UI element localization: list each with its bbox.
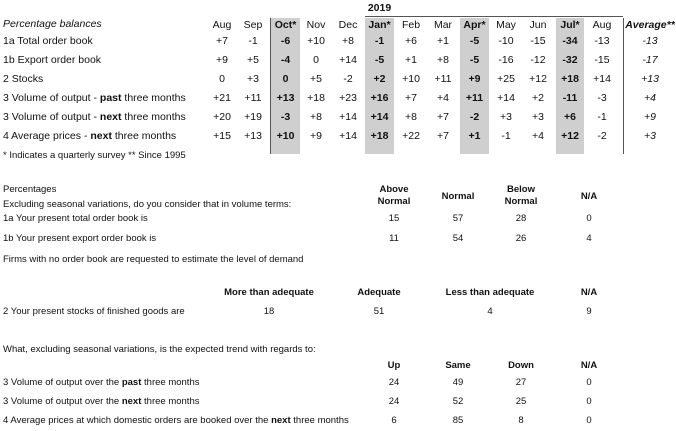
balance-value: +4 xyxy=(532,130,544,142)
balance-average-value: -17 xyxy=(642,54,658,66)
trend-value: 6 xyxy=(391,415,397,426)
balance-value: +10 xyxy=(402,73,420,85)
balance-value: +7 xyxy=(405,92,417,104)
balance-value: -1 xyxy=(374,35,385,47)
month-header: Dec xyxy=(338,19,358,31)
balance-value: +4 xyxy=(437,92,449,104)
balance-value: +14 xyxy=(497,92,515,104)
balance-average-value: +9 xyxy=(644,111,656,123)
balance-value: +11 xyxy=(434,73,452,85)
trend-value: 25 xyxy=(515,396,527,407)
balance-average-value: +4 xyxy=(644,92,656,104)
balance-value: +18 xyxy=(307,92,325,104)
percentages-title: Percentages xyxy=(3,184,57,195)
balance-value: -3 xyxy=(597,92,607,104)
stocks-row-label: 2 Your present stocks of finished goods are xyxy=(3,306,185,317)
balance-row-label: 3 Volume of output - past three months xyxy=(3,92,186,104)
balance-value: -5 xyxy=(469,35,480,47)
balance-value: +18 xyxy=(370,130,389,142)
header-up: Up xyxy=(387,360,401,371)
trend-value: 0 xyxy=(586,396,592,407)
balance-value: +7 xyxy=(437,111,449,123)
order-book-note: Firms with no order book are requested to estimate the level of demand xyxy=(3,254,304,265)
balance-value: -1 xyxy=(597,111,607,123)
balance-value: +2 xyxy=(373,73,386,85)
balance-value: +13 xyxy=(244,130,262,142)
label-emphasis: next xyxy=(121,396,142,407)
balance-value: +5 xyxy=(310,73,322,85)
balance-value: +13 xyxy=(276,92,295,104)
balance-value: +25 xyxy=(497,73,515,85)
balance-value: +20 xyxy=(213,111,231,123)
header-above-normal: Above Normal xyxy=(377,184,411,207)
balance-value: +14 xyxy=(593,73,611,85)
year-underline xyxy=(365,16,623,17)
order-book-value: 11 xyxy=(389,233,399,244)
balance-value: +14 xyxy=(339,54,357,66)
month-header: Aug xyxy=(212,19,232,31)
month-header: Apr* xyxy=(463,19,486,31)
balance-value: +8 xyxy=(342,35,354,47)
balance-value: +1 xyxy=(468,130,481,142)
balance-value: +16 xyxy=(370,92,389,104)
balance-value: -5 xyxy=(469,54,480,66)
trend-value: 52 xyxy=(452,396,464,407)
trend-value: 8 xyxy=(518,415,524,426)
balance-value: +14 xyxy=(370,111,389,123)
balance-value: +19 xyxy=(244,111,262,123)
balance-value: +3 xyxy=(500,111,512,123)
balance-value: +7 xyxy=(437,130,449,142)
order-book-value: 54 xyxy=(452,233,464,244)
month-header: Jan* xyxy=(368,19,391,31)
trend-value: 0 xyxy=(586,377,592,388)
label-emphasis: next xyxy=(90,130,112,142)
balance-value: +10 xyxy=(276,130,295,142)
balance-value: -2 xyxy=(469,111,480,123)
stocks-value: 18 xyxy=(263,306,275,317)
balance-value: +10 xyxy=(307,35,325,47)
balance-row-label: 1a Total order book xyxy=(3,35,93,47)
balance-value: -2 xyxy=(343,73,353,85)
balance-value: +9 xyxy=(310,130,322,142)
trend-value: 49 xyxy=(452,377,464,388)
header-more-than-adequate: More than adequate xyxy=(224,287,314,298)
balance-value: -1 xyxy=(501,130,511,142)
month-header: Jul* xyxy=(560,19,580,31)
balances-title: Percentage balances xyxy=(3,18,102,30)
label-emphasis: past xyxy=(99,92,122,104)
balance-value: +21 xyxy=(213,92,231,104)
balance-value: +6 xyxy=(405,35,417,47)
trend-value: 27 xyxy=(515,377,527,388)
balance-row-label: 4 Average prices - next three months xyxy=(3,130,177,142)
header-na: N/A xyxy=(580,191,598,202)
balance-value: +3 xyxy=(532,111,544,123)
balance-value: -12 xyxy=(530,54,546,66)
order-book-value: 0 xyxy=(586,213,592,224)
balance-value: +12 xyxy=(561,130,579,142)
balance-value: +3 xyxy=(247,73,259,85)
label-emphasis: next xyxy=(271,415,291,426)
balance-value: +1 xyxy=(437,35,449,47)
balance-value: +8 xyxy=(405,111,417,123)
balance-value: -10 xyxy=(498,35,514,47)
balance-value: +14 xyxy=(339,130,357,142)
trend-row-label: 3 Volume of output over the next three months xyxy=(3,396,200,407)
balance-value: +12 xyxy=(529,73,547,85)
month-header-average: Average** xyxy=(625,19,675,31)
trend-value: 24 xyxy=(388,377,400,388)
balance-value: -11 xyxy=(562,92,578,104)
balance-value: +23 xyxy=(339,92,357,104)
order-book-value: 57 xyxy=(452,213,464,224)
balance-value: -16 xyxy=(498,54,514,66)
header-normal: Normal xyxy=(441,191,475,202)
balance-row-label: 3 Volume of output - next three months xyxy=(3,111,186,123)
header-stocks-na: N/A xyxy=(580,287,598,298)
order-book-value: 26 xyxy=(515,233,527,244)
month-header: Feb xyxy=(401,19,421,31)
balance-value: 0 xyxy=(282,73,289,85)
balance-average-value: +13 xyxy=(641,73,659,85)
balance-value: +11 xyxy=(465,92,484,104)
balance-value: -15 xyxy=(594,54,610,66)
balance-value: +8 xyxy=(310,111,322,123)
trend-value: 0 xyxy=(586,415,592,426)
order-book-value: 15 xyxy=(388,213,400,224)
header-down: Down xyxy=(508,360,534,371)
balance-value: -2 xyxy=(597,130,607,142)
header-below-normal: Below Normal xyxy=(504,184,538,207)
balance-row-label: 2 Stocks xyxy=(3,73,44,85)
balance-value: +9 xyxy=(216,54,228,66)
order-book-value: 28 xyxy=(515,213,527,224)
trend-value: 85 xyxy=(452,415,464,426)
balance-value: +5 xyxy=(247,54,259,66)
order-book-row-label: 1b Your present export order book is xyxy=(3,233,157,244)
balance-value: +7 xyxy=(216,35,228,47)
header-adequate: Adequate xyxy=(357,287,401,298)
header-less-than-adequate: Less than adequate xyxy=(445,287,535,298)
balance-value: 0 xyxy=(313,54,319,66)
stocks-value: 9 xyxy=(586,306,592,317)
trend-question: What, excluding seasonal variations, is the expected trend with regards to: xyxy=(3,344,316,355)
month-header: Mar xyxy=(433,19,453,31)
balance-value: +1 xyxy=(405,54,417,66)
balance-value: +18 xyxy=(561,73,579,85)
balance-average-value: -13 xyxy=(642,35,658,47)
month-header: Sep xyxy=(243,19,263,31)
balance-value: -5 xyxy=(374,54,385,66)
balances-footnote: * Indicates a quarterly survey ** Since 1995 xyxy=(3,150,186,161)
month-header: May xyxy=(496,19,516,31)
year-label: 2019 xyxy=(367,2,392,14)
label-emphasis: past xyxy=(121,377,142,388)
balance-value: +6 xyxy=(564,111,576,123)
balance-value: 0 xyxy=(219,73,225,85)
balance-row-label: 1b Export order book xyxy=(3,54,102,66)
balance-value: -1 xyxy=(248,35,258,47)
balance-value: +15 xyxy=(213,130,231,142)
balance-value: +9 xyxy=(468,73,481,85)
month-header: Jun xyxy=(529,19,547,31)
trend-row-label: 4 Average prices at which domestic orders are booked over the next three months xyxy=(3,415,349,426)
order-books-question: Excluding seasonal variations, do you consider that in volume terms: xyxy=(3,199,292,210)
balance-value: -4 xyxy=(280,54,291,66)
month-header: Nov xyxy=(306,19,326,31)
balance-value: -6 xyxy=(280,35,291,47)
balance-average-value: +3 xyxy=(644,130,656,142)
month-header: Aug xyxy=(592,19,612,31)
trend-row-label: 3 Volume of output over the past three months xyxy=(3,377,200,388)
stocks-value: 51 xyxy=(373,306,385,317)
balance-value: -15 xyxy=(530,35,546,47)
order-book-value: 4 xyxy=(586,233,592,244)
order-book-row-label: 1a Your present total order book is xyxy=(3,213,148,224)
trend-value: 24 xyxy=(388,396,400,407)
label-emphasis: next xyxy=(99,111,122,123)
header-same: Same xyxy=(445,360,471,371)
balance-value: +8 xyxy=(437,54,449,66)
balance-value: -13 xyxy=(594,35,610,47)
balance-value: +2 xyxy=(532,92,544,104)
balance-value: +11 xyxy=(244,92,262,104)
balance-value: +22 xyxy=(402,130,420,142)
balance-value: +14 xyxy=(339,111,357,123)
month-header: Oct* xyxy=(274,19,297,31)
stocks-value: 4 xyxy=(487,306,493,317)
balance-value: -3 xyxy=(280,111,291,123)
balance-value: -32 xyxy=(562,54,578,66)
header-trend-na: N/A xyxy=(580,360,598,371)
balance-value: -34 xyxy=(562,35,578,47)
